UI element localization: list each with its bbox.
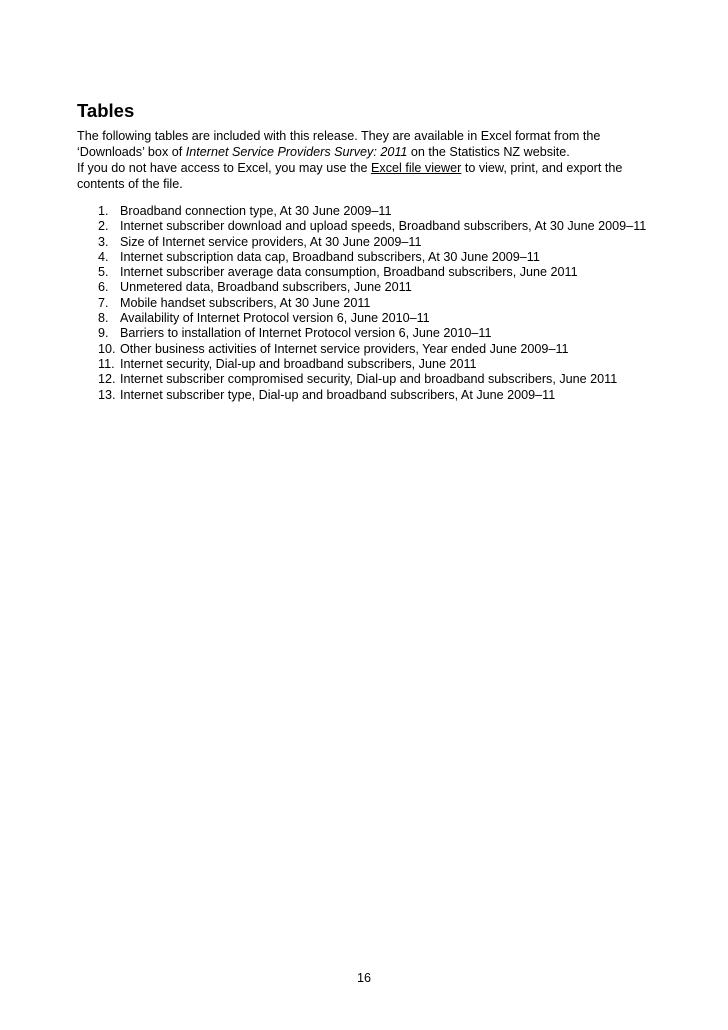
list-item xyxy=(77,326,667,341)
list-item-text: Internet subscriber download and upload speeds, Broadband subscribers, At 30 June 2009–11 xyxy=(120,219,647,234)
list-item-number: 5. xyxy=(98,265,109,280)
list-item-text: Availability of Internet Protocol version 6, June 2010–11 xyxy=(120,311,430,326)
list-item xyxy=(77,250,667,265)
intro-text-part-2: on the Statistics NZ website. xyxy=(407,145,570,159)
list-item-number: 11. xyxy=(98,356,115,371)
list-item xyxy=(77,280,667,295)
list-item-text: Internet subscription data cap, Broadband subscribers, At 30 June 2009–11 xyxy=(120,249,540,264)
list-item-text: Size of Internet service providers, At 30 June 2009–11 xyxy=(120,234,422,249)
list-item-text: Mobile handset subscribers, At 30 June 2011 xyxy=(120,295,371,310)
list-item-number: 13. xyxy=(98,387,116,402)
list-item-number: 7. xyxy=(98,295,109,310)
tables-list xyxy=(77,204,667,403)
list-item-number: 9. xyxy=(98,326,109,341)
list-item-number: 12. xyxy=(98,372,116,387)
list-item xyxy=(77,372,667,387)
list-item-text: Broadband connection type, At 30 June 2009–11 xyxy=(120,204,392,218)
list-item-number: 2. xyxy=(98,219,109,234)
list-item-number: 4. xyxy=(98,249,109,264)
list-item xyxy=(77,296,667,311)
list-item-text: Other business activities of Internet service providers, Year ended June 2009–11 xyxy=(120,341,569,356)
list-item xyxy=(77,219,667,234)
list-item xyxy=(77,235,667,250)
list-item-number: 1. xyxy=(98,204,109,218)
list-item-text: Barriers to installation of Internet Protocol version 6, June 2010–11 xyxy=(120,326,492,341)
list-item xyxy=(77,342,667,357)
excel-file-viewer-link[interactable]: Excel file viewer xyxy=(371,161,462,175)
list-item-text: Internet subscriber type, Dial-up and broadband subscribers, At June 2009–11 xyxy=(120,387,556,402)
intro-text-part-4: to view, print, and export the contents of the file. xyxy=(77,161,623,191)
list-item-text: Internet security, Dial-up and broadband subscribers, June 2011 xyxy=(120,356,477,371)
page-content xyxy=(77,100,667,403)
list-item xyxy=(77,388,667,403)
list-item-number: 6. xyxy=(98,280,109,295)
list-item-number: 8. xyxy=(98,311,109,326)
list-item xyxy=(77,265,667,280)
list-item-text: Internet subscriber average data consumption, Broadband subscribers, June 2011 xyxy=(120,265,578,280)
intro-paragraph xyxy=(77,128,667,192)
intro-text-part-1: The following tables are included with this release. They are available in Excel format from the ‘Downloads’ box of xyxy=(77,129,601,159)
intro-text-part-3: If you do not have access to Excel, you may use the xyxy=(77,161,372,175)
list-item-number: 3. xyxy=(98,234,109,249)
list-item-text: Unmetered data, Broadband subscribers, June 2011 xyxy=(120,280,412,295)
publication-title: Internet Service Providers Survey: 2011 xyxy=(185,145,408,159)
list-item-number: 10. xyxy=(98,341,116,356)
section-heading: Tables xyxy=(77,100,135,121)
list-item xyxy=(77,311,667,326)
list-item xyxy=(77,357,667,372)
list-item-text: Internet subscriber compromised security, Dial-up and broadband subscribers, June 2011 xyxy=(120,372,618,387)
page-number: 16 xyxy=(356,971,371,985)
list-item xyxy=(77,204,667,219)
